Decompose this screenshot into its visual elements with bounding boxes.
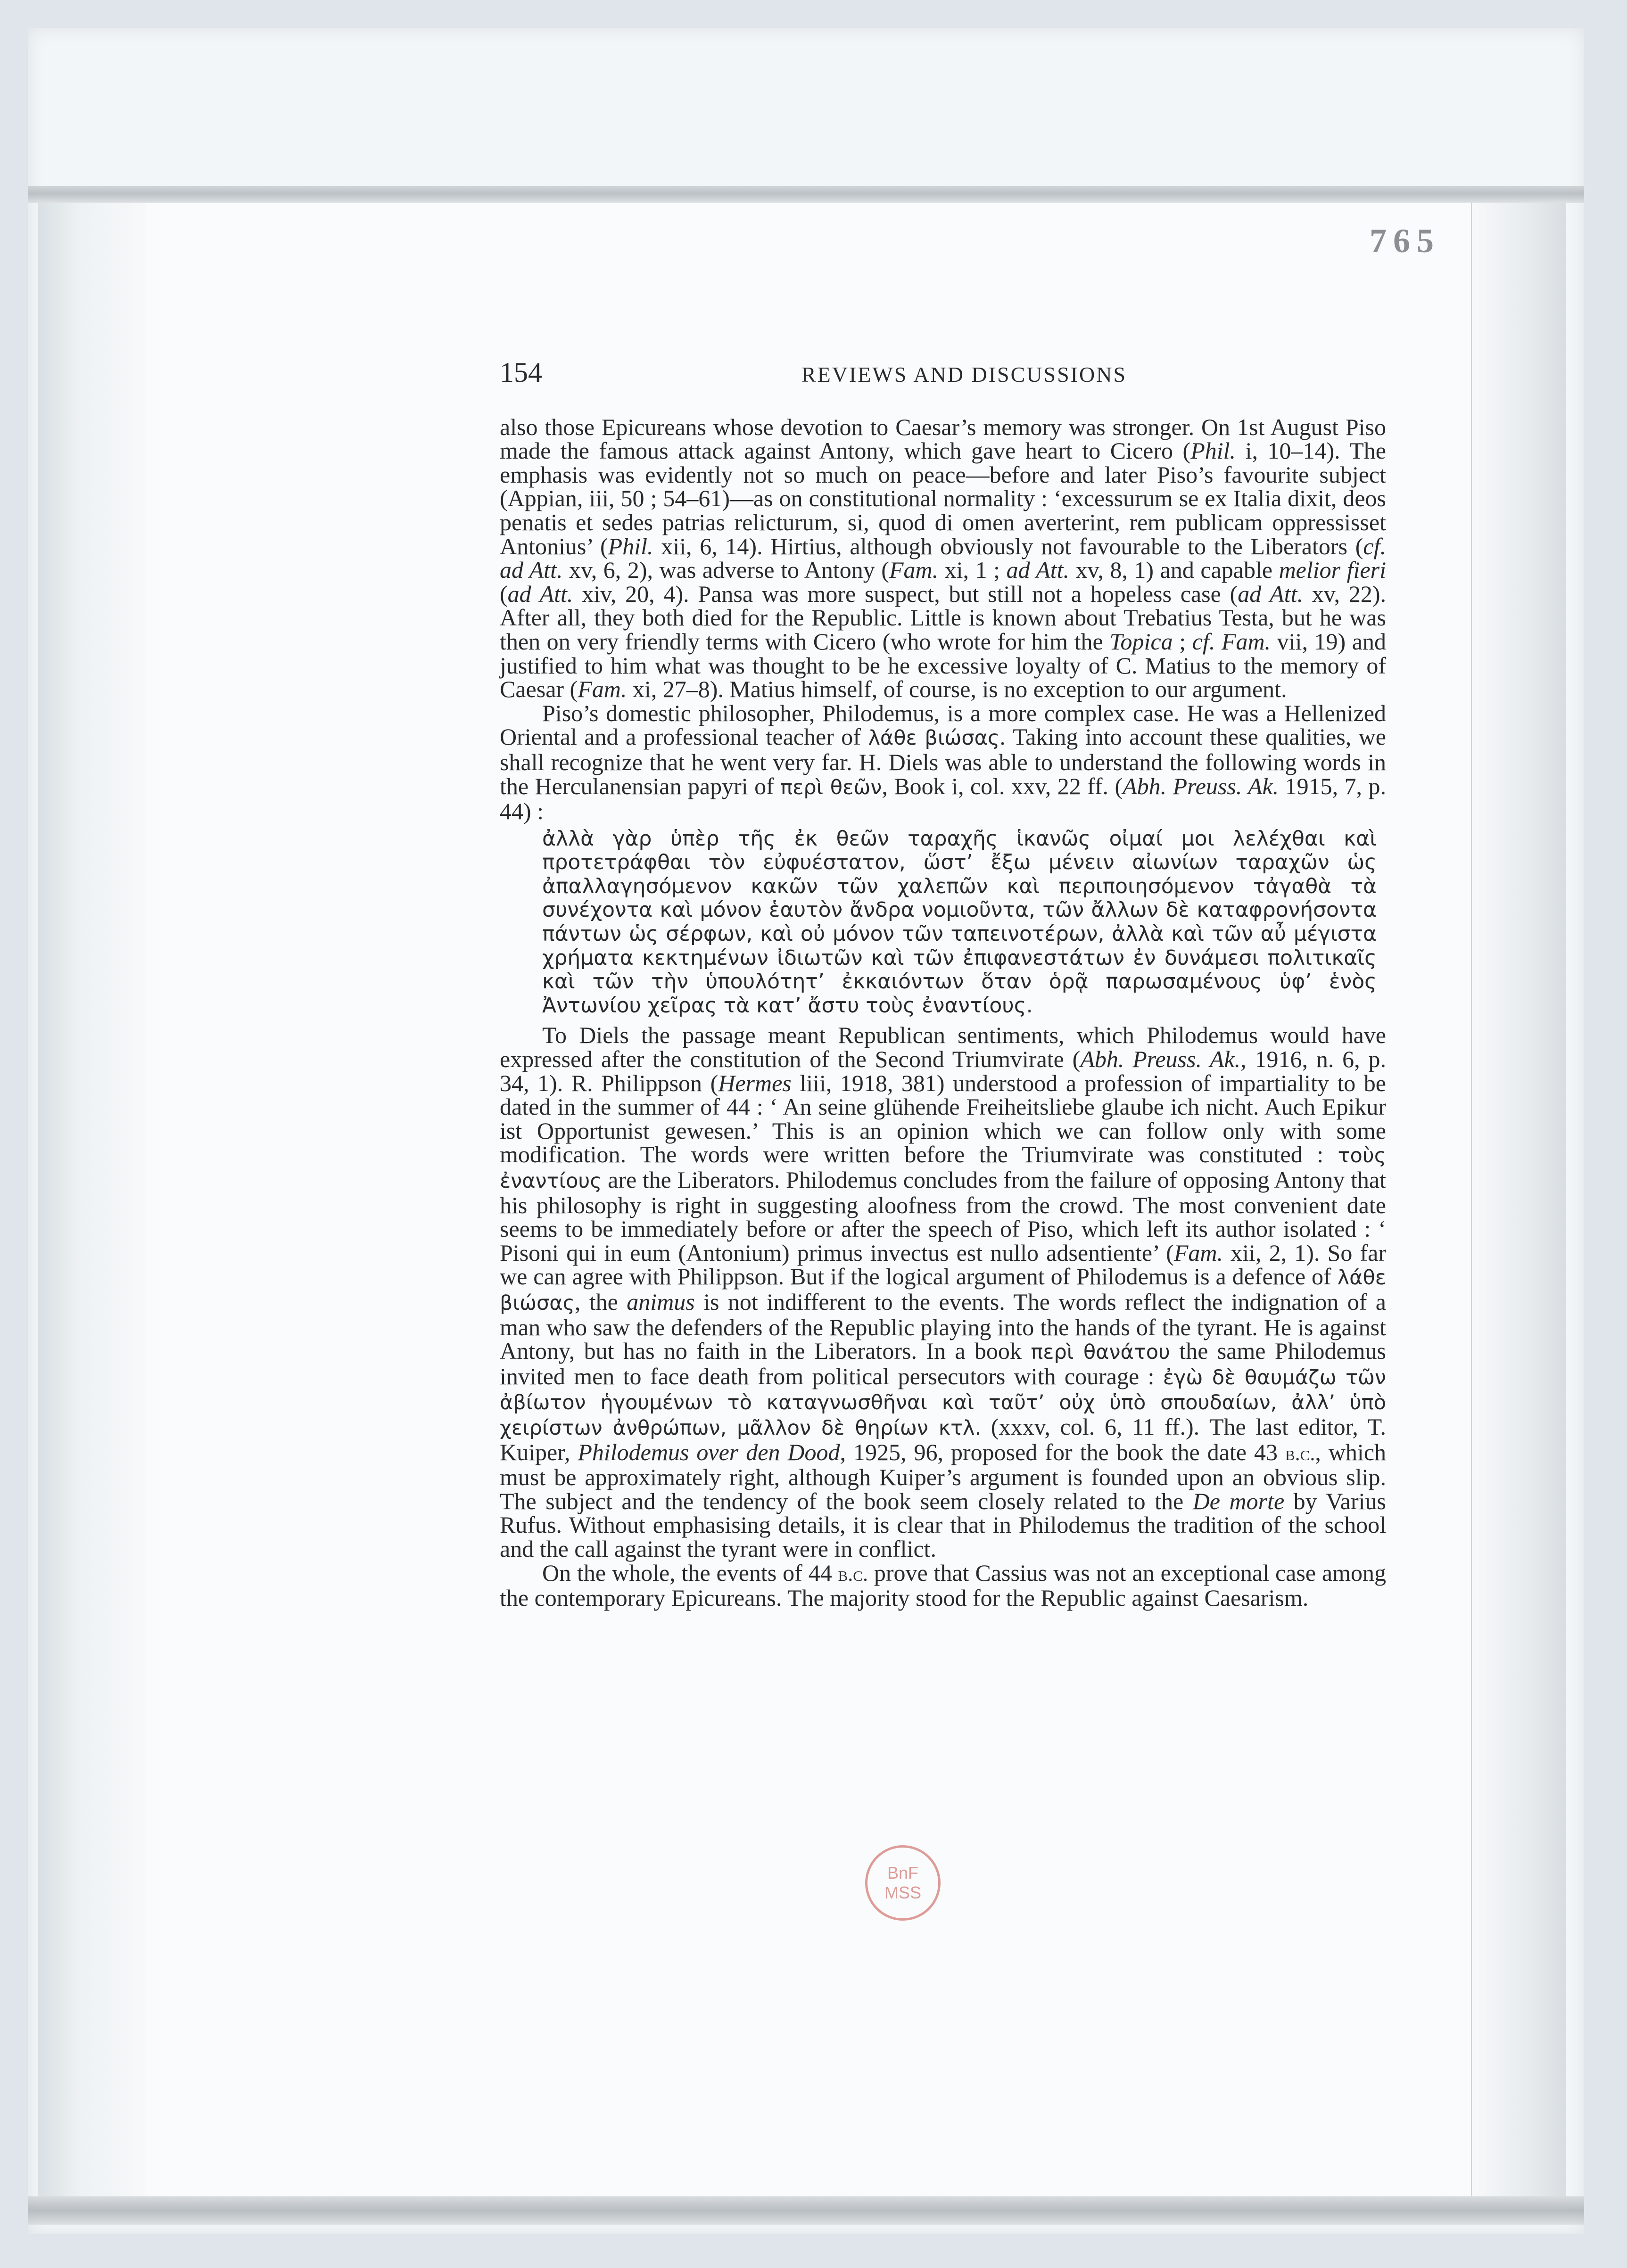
text-segment: i, 10–14). The emphasis was evidently not so much on peace—before and later Piso’s favourite subject (Appian, iii, 50 ; 54–61)—as on constitutional normality : ‘excessurum se ex Italia dixit, deos penatis et sedes patrias relicturum, si, quod di omen averterint, rem publicam oppressisset Antonius’ ( bbox=[500, 437, 1386, 559]
greek-text: περὶ θανάτου bbox=[1031, 1340, 1170, 1364]
paragraph-p2 bbox=[500, 701, 1386, 823]
italic-text: Fam. bbox=[578, 676, 627, 703]
italic-text: ad Att. bbox=[1238, 580, 1303, 607]
italic-text: animus bbox=[627, 1288, 695, 1315]
greek-text: λάθε βιώσας bbox=[868, 726, 1000, 750]
text-segment: , 1925, 96, proposed for the book the date 43 bbox=[840, 1438, 1285, 1465]
text-segment: also those Epicureans whose devotion to Caesar’s memory was stronger. On 1st August Piso made the famous attack against Antony, which gave heart to Cicero ( bbox=[500, 413, 1386, 464]
running-title: REVIEWS AND DISCUSSIONS bbox=[801, 362, 1127, 386]
scan-left-margin bbox=[38, 203, 148, 2196]
small-caps-text: b.c. bbox=[838, 1562, 868, 1586]
italic-text: Philodemus over den Dood bbox=[578, 1438, 840, 1465]
paragraphs-after-quote bbox=[500, 1023, 1386, 1610]
greek-text: λάθε βιώσας bbox=[500, 1266, 1386, 1315]
italic-text: Abh. Preuss. Ak. bbox=[1123, 772, 1279, 799]
text-segment: , which must be approximately right, although Kuiper’s argument is founded upon an obvious slip. The subject and the tendency of the book seem closely related to the bbox=[500, 1438, 1387, 1514]
text-segment: by Varius Rufus. Without emphasising details, it is clear that in Philodemus the tradition of the school and the call against the tyrant were in conflict. bbox=[500, 1487, 1386, 1562]
text-segment: vii, 19) and justified to him what was thought to be he excessive loyalty of C. Matius to the memory of Caesar ( bbox=[500, 628, 1386, 703]
italic-text: melior fieri bbox=[1279, 557, 1386, 583]
text-segment: Piso’s domestic philosopher, Philodemus, is a more complex case. He was a Hellenized Oriental and a professional teacher of bbox=[500, 699, 1386, 750]
text-segment: xi, 1 ; bbox=[938, 557, 1007, 583]
greek-block-quote: ἀλλὰ γὰρ ὑπὲρ τῆς ἐκ θεῶν ταραχῆς ἱκανῶς οἰμαί μοι λελέχθαι καὶ προτετράφθαι τὸν εὐφυέστατον, ὥστ’ ἔξω μένειν αἰωνίων ταραχῶν ὡς ἀπαλλαγησόμενον κακῶν τῶν χαλεπῶν καὶ περιποιησόμενον τἀγαθὰ τὰ συνέχοντα καὶ μόνον ἑαυτὸν ἄνδρα νομιοῦντα, τῶν ἄλλων δὲ καταφρονήσοντα πάντων ὡς σέρφων, καὶ οὐ μόνον τῶν ταπεινοτέρων, ἀλλὰ καὶ τῶν αὖ μέγιστα χρήματα κεκτημένων ἰδιωτῶν καὶ τῶν ἐπιφανεστάτων ἐν δυνάμεσι πολιτικαῖς καὶ τῶν τὴν ὑπουλότητ’ ἐκκαιόντων ὅταν ὁρᾷ παρωσαμένους ὑφ’ ἑνὸς Ἀντωνίου χεῖρας τὰ κατ’ ἄστυ τοὺς ἐναντίους. bbox=[542, 826, 1377, 1018]
text-segment: ; bbox=[1173, 628, 1192, 655]
scan-right-margin bbox=[1471, 203, 1566, 2196]
text-segment: are the Liberators. Philodemus concludes from the failure of opposing Antony that his philosophy is right in suggesting aloofness from the crowd. The most convenient date seems to be immediately before or after the speech of Piso, which left its author isolated : ‘ Pisoni qui in eum (Antonium) primus invectus est nullo adsentiente’ ( bbox=[500, 1167, 1386, 1266]
italic-text: Fam. bbox=[889, 557, 939, 583]
text-segment: . Taking into account these qualities, we shall recognize that he went very far. H. Diels was able to understand the following words in the Herculanensian papyri of bbox=[500, 723, 1386, 799]
text-segment: 1915, 7, p. 44) : bbox=[500, 772, 1386, 825]
paragraph-p4 bbox=[500, 1561, 1386, 1610]
paragraph-p1 bbox=[500, 415, 1386, 701]
greek-text: περὶ θεῶν bbox=[780, 775, 882, 799]
text-segment: (xxxv, col. 6, 11 ff.). The last editor, T. Kuiper, bbox=[500, 1413, 1386, 1465]
text-segment: , the bbox=[574, 1288, 627, 1315]
italic-text: De morte bbox=[1192, 1487, 1285, 1514]
italic-text: ad Att. bbox=[507, 580, 573, 607]
text-segment: xv, 6, 2), was adverse to Antony ( bbox=[562, 557, 889, 583]
paragraphs-before-quote bbox=[500, 415, 1386, 823]
text-segment: xiv, 20, 4). Pansa was more suspect, but still not a hopeless case ( bbox=[573, 580, 1238, 607]
greek-text: τοὺς ἐναντίους bbox=[500, 1144, 1386, 1193]
text-segment: prove that Cassius was not an exceptional case among the contemporary Epicureans. The majority stood for the Republic against Caesarism. bbox=[500, 1559, 1386, 1611]
italic-text: Abh. Preuss. Ak. bbox=[1080, 1046, 1241, 1073]
library-stamp bbox=[865, 1845, 941, 1921]
text-segment: xii, 6, 14). Hirtius, although obviously not favourable to the Liberators ( bbox=[653, 533, 1363, 559]
small-caps-text: b.c. bbox=[1285, 1441, 1315, 1465]
italic-text: Topica bbox=[1109, 628, 1173, 655]
italic-text: Hermes bbox=[718, 1069, 792, 1096]
italic-text: cf. Fam. bbox=[1192, 628, 1271, 655]
text-segment: xv, 22). After all, they both died for the Republic. Little is known about Trebatius Testa, but he was then on very friendly terms with Cicero (who wrote for him the bbox=[500, 580, 1387, 655]
scan-bottom-edge bbox=[28, 2196, 1584, 2225]
text-segment: the same Philodemus invited men to face death from political persecutors with courage : bbox=[500, 1338, 1387, 1389]
text-segment: , 1916, n. 6, p. 34, 1). R. Philippson ( bbox=[500, 1046, 1387, 1096]
text-segment: , Book i, col. xxv, 22 ff. ( bbox=[882, 772, 1123, 799]
text-segment: On the whole, the events of 44 bbox=[542, 1559, 838, 1586]
greek-text: ἐγὼ δὲ θαυμάζω τῶν ἀβίωτον ἡγουμένων τὸ καταγνωσθῆναι καὶ ταῦτ’ οὐχ ὑπὸ σπουδαίων, ἀλλ’ ὑπὸ χειρίστων ἀνθρώπων, μᾶλλον δὲ θηρίων κτλ. bbox=[500, 1365, 1386, 1440]
text-segment: xii, 2, 1). So far we can agree with Philippson. But if the logical argument of Philodemus is a defence of bbox=[500, 1239, 1387, 1290]
stamp-line-2: MSS bbox=[884, 1883, 921, 1902]
italic-text: Phil. bbox=[608, 533, 653, 559]
text-segment: xv, 8, 1) and capable bbox=[1069, 557, 1279, 583]
italic-text: cf. ad Att. bbox=[500, 533, 1386, 583]
italic-text: Phil. bbox=[1190, 437, 1236, 464]
text-segment: To Diels the passage meant Republican sentiments, which Philodemus would have expressed after the constitution of the Second Triumvirate ( bbox=[500, 1022, 1386, 1073]
text-segment: is not indifferent to the events. The words reflect the indignation of a man who saw the defenders of the Republic playing into the hands of the tyrant. He is against Antony, but has no faith in the Liberators. In a book bbox=[500, 1288, 1386, 1364]
paragraph-p3 bbox=[500, 1023, 1386, 1561]
text-segment: xi, 27–8). Matius himself, of course, is no exception to our argument. bbox=[627, 676, 1287, 703]
running-header bbox=[500, 357, 1386, 388]
page-number: 154 bbox=[500, 357, 542, 388]
italic-text: ad Att. bbox=[1006, 557, 1070, 583]
archive-folio-number: 765 bbox=[1370, 222, 1440, 260]
italic-text: Fam. bbox=[1173, 1239, 1223, 1266]
scan-top-edge bbox=[28, 186, 1584, 203]
text-segment: ( bbox=[500, 580, 508, 607]
article-body bbox=[500, 357, 1387, 1611]
stamp-line-1: BnF bbox=[887, 1863, 919, 1882]
text-segment: liii, 1918, 381) understood a profession of impartiality to be dated in the summer of 44 : ‘ An seine glühende Freiheitsliebe glaube ich nicht. Auch Epikur ist Opportunist gewesen.’ This is an opinion which we can follow only with some modification. The words were written before the Triumvirate was constituted : bbox=[500, 1069, 1387, 1168]
